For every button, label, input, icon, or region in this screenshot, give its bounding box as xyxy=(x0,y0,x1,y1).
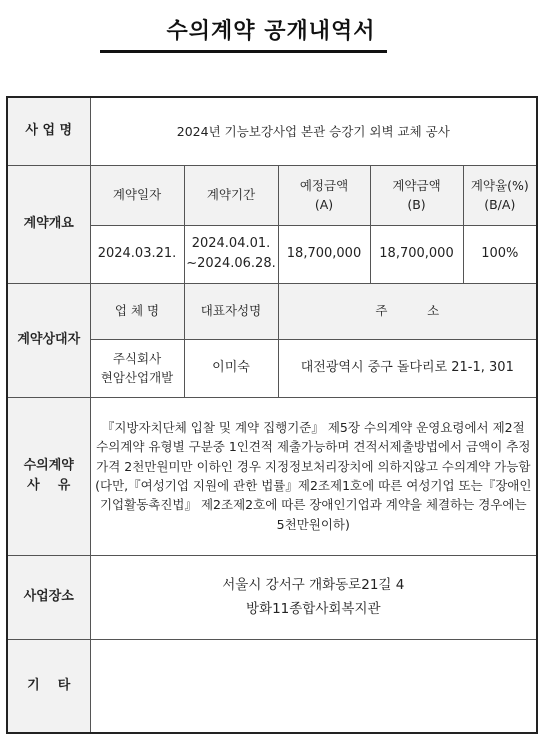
etc-row xyxy=(7,639,537,733)
address-header: 주 소 xyxy=(278,283,537,339)
etc-label: 기 타 xyxy=(7,639,90,733)
contract-amount-header: 계약금액 (B) xyxy=(370,165,463,225)
ceo-name: 이미숙 xyxy=(184,339,278,397)
party-header-row xyxy=(7,283,537,339)
document-title: 수의계약 공개내역서 xyxy=(166,19,376,44)
disclosure-table xyxy=(6,96,538,734)
location-row xyxy=(7,555,537,639)
ceo-header: 대표자성명 xyxy=(184,283,278,339)
project-name: 2024년 기능보강사업 본관 승강기 외벽 교체 공사 xyxy=(90,97,537,165)
location-label: 사업장소 xyxy=(7,555,90,639)
reason-label xyxy=(7,397,90,555)
company-address: 대전광역시 중구 돌다리로 21-1, 301 xyxy=(278,339,537,397)
contract-rate: 100% xyxy=(463,225,537,283)
contract-date-header: 계약일자 xyxy=(90,165,184,225)
estimated-amount-header: 예정금액 (A) xyxy=(278,165,370,225)
contract-header-row xyxy=(7,165,537,225)
company-header: 업 체 명 xyxy=(90,283,184,339)
contract-date: 2024.03.21. xyxy=(90,225,184,283)
estimated-amount: 18,700,000 xyxy=(278,225,370,283)
reason-label-line2: 사 유 xyxy=(27,478,71,493)
contract-rate-header: 계약율(%) (B/A) xyxy=(463,165,537,225)
reason-text: 『지방자치단체 입찰 및 계약 집행기준』 제5장 수의계약 운영요령에서 제2절 수의계약 유형별 구분중 1인견적 제출가능하며 견적서제출방법에서 금액이 추정가격 2천만원미만 이하인 경우 지정정보처리장치에 의하지않고 수의계약 가능함(다만,『여성기업 지원에 관한 법률』제2조제1호에 따른 여성기업 또는『장애인기업활동촉진법』 제2조제2호에 따른 장애인기업과 계약을 체결하는 경우에는 5천만원이하) xyxy=(90,397,537,555)
location-line2: 방화11종합사회복지관 xyxy=(246,601,381,617)
contract-period-header: 계약기간 xyxy=(184,165,278,225)
etc-value xyxy=(90,639,537,733)
contract-period: 2024.04.01. ~2024.06.28. xyxy=(184,225,278,283)
party-label: 계약상대자 xyxy=(7,283,90,397)
location-value xyxy=(90,555,537,639)
company-name: 주식회사 현암산업개발 xyxy=(90,339,184,397)
project-row xyxy=(7,97,537,165)
contract-amount: 18,700,000 xyxy=(370,225,463,283)
contract-label: 계약개요 xyxy=(7,165,90,283)
location-line1: 서울시 강서구 개화동로21길 4 xyxy=(222,577,405,593)
reason-label-line1: 수의계약 xyxy=(23,457,74,473)
project-label: 사 업 명 xyxy=(7,97,90,165)
reason-row xyxy=(7,397,537,555)
title-underline xyxy=(100,50,387,53)
